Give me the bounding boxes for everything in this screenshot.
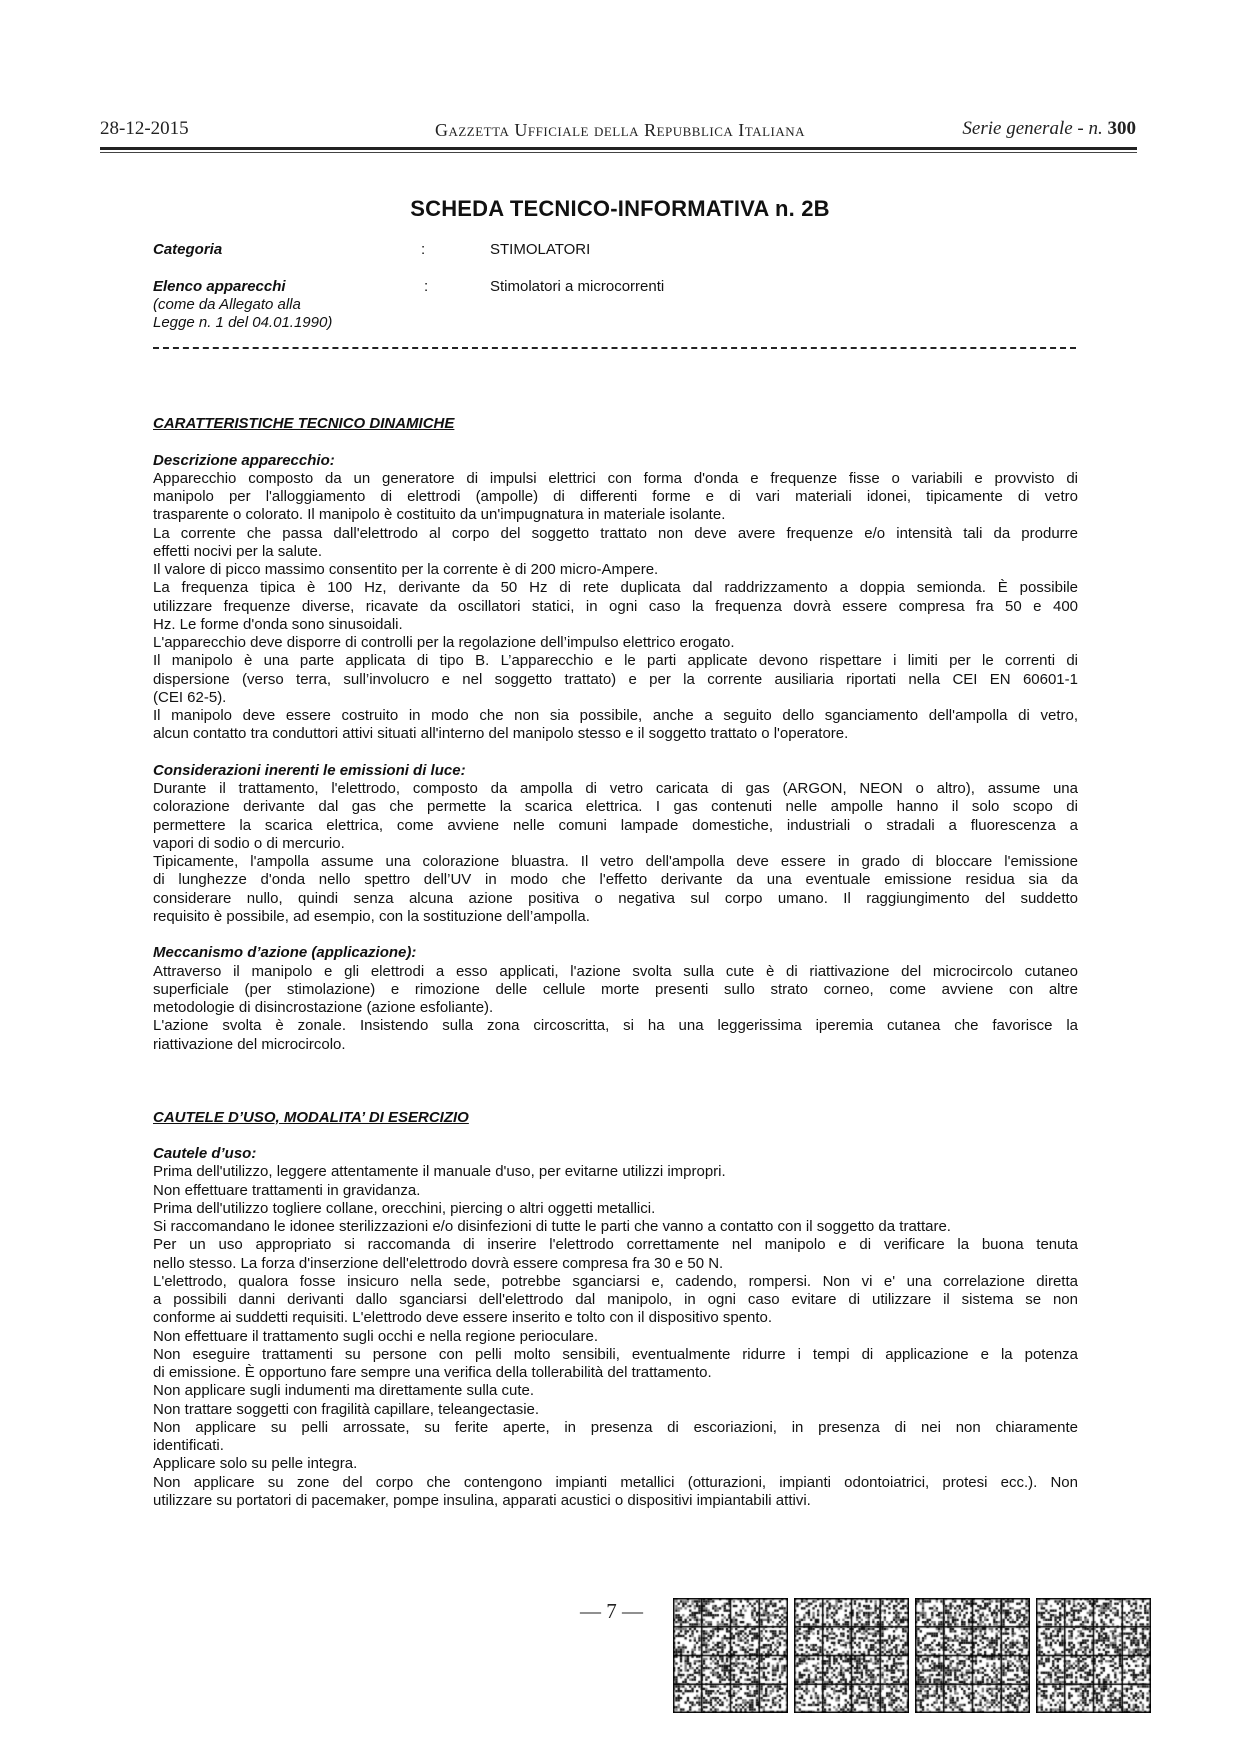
devices-note-law: Legge n. 1 del 04.01.1990) [153, 314, 333, 331]
header-rule-thin [100, 152, 1137, 153]
header-series [962, 118, 1136, 140]
paragraph-line: Applicare solo su pelle integra. [153, 1455, 358, 1473]
paragraph-line: permettere la scarica elettrica, come avviene nelle comuni lampade domestiche, industriali o stradali a fluorescenza a [153, 816, 1078, 834]
paragraph-line: Hz. Le forme d'onda sono sinusoidali. [153, 615, 403, 633]
spacer [153, 926, 1078, 944]
paragraph-line: Non applicare sugli indumenti ma direttamente sulla cute. [153, 1382, 535, 1400]
paragraph-line: identificati. [153, 1437, 224, 1454]
subsection-heading: Cautele d’uso: [153, 1145, 257, 1162]
category-value: STIMOLATORI [490, 241, 591, 258]
paragraph-line: vapori di sodio o di mercurio. [153, 834, 345, 852]
paragraph-line: Non trattare soggetti con fragilità capillare, teleangectasie. [153, 1400, 540, 1418]
paragraph-line: metodologie di disincrostazione (azione esfoliante). [153, 999, 494, 1016]
header-rule [100, 147, 1137, 150]
paragraph-line: Non applicare su zone del corpo che contengono impianti metallici (otturazioni, impianti odontoiatrici, protesi ecc.). Non [153, 1473, 1078, 1491]
spacer [153, 433, 1078, 451]
paragraph-line: a possibili danni derivanti dallo sganciarsi dell'elettrodo dal manipolo, in ogni caso evitare di utilizzare il sistema se non [153, 1291, 1078, 1308]
paragraph-line: L'apparecchio deve disporre di controlli per la regolazione dell’impulso elettrico erogato. [153, 634, 735, 651]
paragraph-line: (CEI 62-5). [153, 688, 227, 706]
paragraph-line: Il valore di picco massimo consentito per la corrente è di 200 micro-Ampere. [153, 561, 659, 578]
barcode [673, 1598, 788, 1713]
subsection-heading: Considerazioni inerenti le emissioni di luce: [153, 761, 466, 779]
series-separator: - n. [1072, 118, 1108, 139]
paragraph-line: effetti nocivi per la salute. [153, 542, 322, 560]
paragraph-line: L'azione svolta è zonale. Insistendo sulla zona circoscritta, si ha una leggerissima iperemia cutanea che favorisce la [153, 1017, 1078, 1035]
page-number: — 7 — [580, 1599, 643, 1623]
spacer [153, 1054, 1078, 1072]
header-publication: Gazzetta Ufficiale della Repubblica Italiana [434, 120, 806, 140]
paragraph-line: Per un uso appropriato si raccomanda di inserire l'elettrodo correttamente nel manipolo e di verificare la buona tenuta [153, 1236, 1078, 1254]
category-label: Categoria [153, 241, 223, 258]
paragraph-line: Non applicare su pelli arrossate, su ferite aperte, in presenza di escoriazioni, in presenza di nei non chiaramente [153, 1418, 1078, 1436]
devices-label: Elenco apparecchi [153, 278, 286, 295]
spacer [153, 1072, 1078, 1090]
paragraph-line: trasparente o colorato. Il manipolo è costituito da un'impugnatura in materiale isolante. [153, 506, 726, 524]
paragraph-line: Attraverso il manipolo e gli elettrodi a esso applicati, l'azione svolta sulla cute è di riattivazione del microcircolo cutaneo [153, 962, 1078, 980]
paragraph-line: La corrente che passa dall'elettrodo al corpo del soggetto trattato non deve avere frequenze e/o intensità tali da produrre [153, 524, 1078, 542]
header-date: 28-12-2015 [100, 118, 189, 139]
paragraph-line: Tipicamente, l'ampolla assume una colorazione bluastra. Il vetro dell'ampolla deve essere in grado di bloccare l'emissione [153, 853, 1078, 870]
barcode [915, 1598, 1030, 1713]
paragraph-line: manipolo per l'alloggiamento di elettrodi (ampolle) di differenti forme e di vari materiali idonei, tipicamente di vetro [153, 488, 1078, 505]
paragraph-line: Il manipolo è una parte applicata di tipo B. L’apparecchio e le parti applicate devono rispettare i limiti per le correnti di [153, 652, 1078, 670]
section-heading: CARATTERISTICHE TECNICO DINAMICHE [153, 415, 455, 432]
section-heading: CAUTELE D’USO, MODALITA’ DI ESERCIZIO [153, 1108, 469, 1126]
subsection-heading: Meccanismo d’azione (applicazione): [153, 944, 417, 962]
devices-note: (come da Allegato alla [153, 296, 301, 313]
paragraph-line: Non eseguire trattamenti su persone con pelli molto sensibili, eventualmente ridurre i tempi di applicazione e la potenza [153, 1345, 1078, 1363]
paragraph-line: Prima dell'utilizzo togliere collane, orecchini, piercing o altri oggetti metallici. [153, 1199, 656, 1217]
paragraph-line: Non effettuare trattamenti in gravidanza. [153, 1181, 421, 1199]
barcode [1036, 1598, 1151, 1713]
paragraph-line: Durante il trattamento, l'elettrodo, composto da ampolla di vetro caricata di gas (ARGON, NEON o altro), assume una [153, 780, 1078, 797]
document-body [153, 415, 1078, 1510]
paragraph-line: di emissione. È opportuno fare sempre una verifica della tollerabilità del trattamento. [153, 1364, 712, 1381]
paragraph-line: superficiale (per stimolazione) e rimozione delle cellule morte presenti sullo strato corneo, come avviene con altre [153, 980, 1078, 998]
subsection-heading: Descrizione apparecchio: [153, 451, 335, 469]
paragraph-line: L'elettrodo, qualora fosse insicuro nella sede, potrebbe sganciarsi e, cadendo, rompersi. Non vi e' una correlazione diretta [153, 1272, 1078, 1290]
paragraph-line: colorazione derivante dal gas che permette la scarica elettrica. I gas contenuti nelle ampolle hanno il solo scopo di [153, 798, 1078, 816]
category-colon: : [421, 241, 426, 258]
paragraph-line: Il manipolo deve essere costruito in modo che non sia possibile, anche a seguito dello sganciamento dell'ampolla di vetro, [153, 707, 1078, 724]
paragraph-line: alcun contatto tra conduttori attivi situati all'interno del manipolo stesso e il soggetto trattato o l'operatore. [153, 725, 849, 743]
spacer [153, 1090, 1078, 1108]
spacer [153, 744, 1078, 762]
dashed-separator [153, 347, 1076, 349]
paragraph-line: Prima dell'utilizzo, leggere attentamente il manuale d'uso, per evitarne utilizzi impropri. [153, 1163, 726, 1181]
paragraph-line: dispersione (verso terra, sull’involucro e nel soggetto trattato) e per la corrente ausiliaria riportati nella CEI EN 60601-1 [153, 670, 1078, 688]
document-title: SCHEDA TECNICO-INFORMATIVA n. 2B [410, 196, 830, 221]
paragraph-line: conforme ai suddetti requisiti. L'elettrodo deve essere inserito e tolto con il dispositivo spento. [153, 1309, 773, 1327]
paragraph-line: nello stesso. La forza d'inserzione dell'elettrodo dovrà essere compresa fra 30 e 50 N. [153, 1254, 724, 1272]
paragraph-line: Non effettuare il trattamento sugli occhi e nella regione perioculare. [153, 1327, 598, 1345]
paragraph-line: La frequenza tipica è 100 Hz, derivante da 50 Hz di rete duplicata dal raddrizzamento a doppia semionda. È possibile [153, 579, 1078, 597]
paragraph-line: di lunghezze d'onda nello spettro dell’UV in modo che l'effetto derivante da una eventuale emissione residua sia da [153, 871, 1078, 889]
barcode [794, 1598, 909, 1713]
devices-value: Stimolatori a microcorrenti [490, 278, 665, 295]
issue-number: 300 [1107, 118, 1136, 139]
spacer [153, 1127, 1078, 1145]
paragraph-line: riattivazione del microcircolo. [153, 1035, 346, 1053]
paragraph-line: Apparecchio composto da un generatore di impulsi elettrici con forma d'onda e frequenze fisse o variabili e provvisto di [153, 469, 1078, 487]
devices-colon: : [424, 278, 429, 295]
paragraph-line: requisito è possibile, ad esempio, con la sostituzione dell’ampolla. [153, 907, 590, 925]
series-label: Serie generale [962, 118, 1073, 139]
paragraph-line: considerare nullo, quindi senza alcuna azione positiva o negativa sul corpo umano. Il raggiungimento del suddetto [153, 889, 1078, 907]
paragraph-line: utilizzare su portatori di pacemaker, pompe insulina, apparati acustici o dispositivi impiantabili attivi. [153, 1491, 811, 1509]
paragraph-line: utilizzare frequenze diverse, ricavate da oscillatori statici, in ogni caso la frequenza dovrà essere compresa fra 50 e 400 [153, 597, 1078, 615]
paragraph-line: Si raccomandano le idonee sterilizzazioni e/o disinfezioni di tutte le parti che vanno a contatto con il soggetto da trattare. [153, 1218, 951, 1235]
